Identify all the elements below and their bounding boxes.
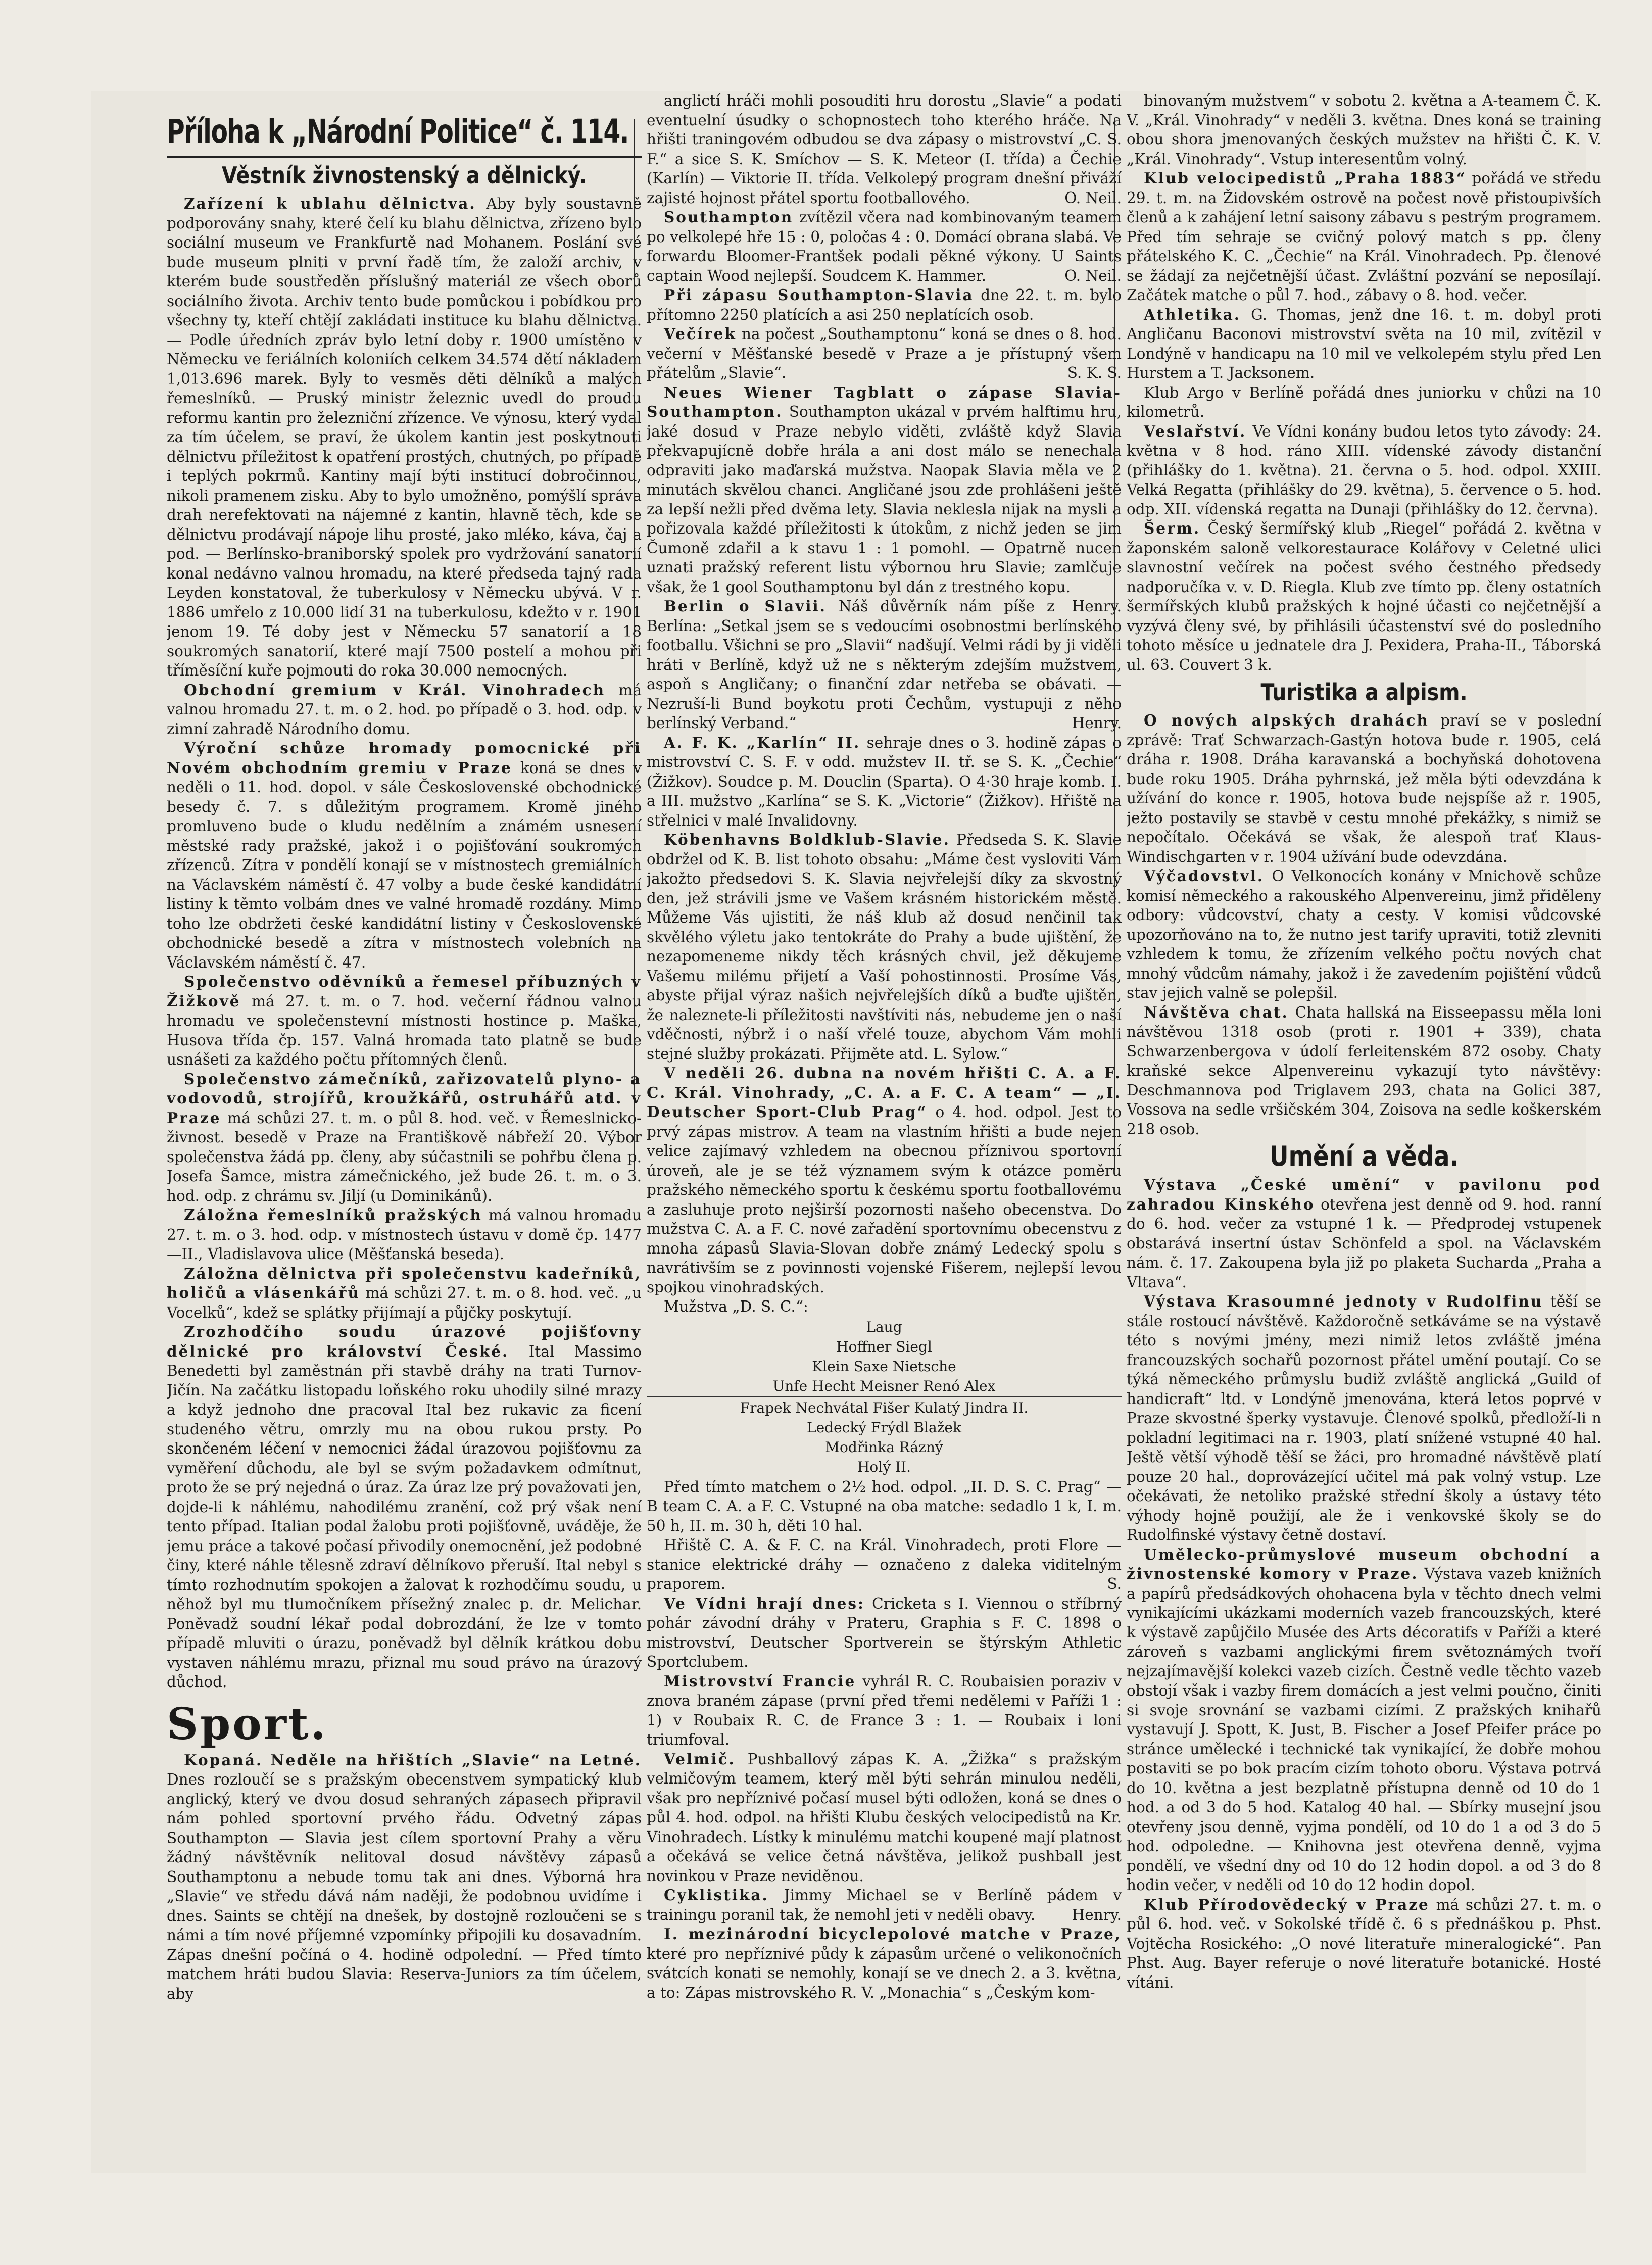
article-paragraph [1127, 1003, 1601, 1139]
article-text: Chata hallská na Eisseepassu měla loni návštěvou 1318 osob (proti r. 1901 + 339), chata Schwarzenbergova v údolí ferleitenském 872 osoby. Chaty kraňské sekce Alpenvereinu vykazují tyto návštěvy: Deschmannova pod Triglavem 293, chata na Golici 387, Vossova na sedle vršičském 304, Zoisova na sedle koškerském 218 osob. [1127, 1003, 1601, 1138]
article-text: pořádá ve středu 29. t. m. na Židovském ostrově na počest nově přistoupivších členů a k zahájení letní saisony zábavu s pestrým programem. Před tím sehraje se cvičný polový match s pp. členy přátelského K. C. „Čechie“ na Král. Vinohradech. Pp. členové se žádají za nejčetnější účast. Zvláštní pozvání se neposílají. Začátek matche o půl 7. hod., zábavy o 8. hod. večer. [1127, 170, 1601, 304]
article-text: Hřiště C. A. & F. C. na Král. Vinohradech, proti Flore — stanice elektrické dráhy — označeno z daleka viditelným praporem. [647, 1536, 1122, 1593]
article-paragraph [647, 1535, 1122, 1594]
article-lead: Neues Wiener Tagblatt o zápase Slavia-Southampton. [647, 383, 1122, 420]
article-text: G. Thomas, jenž dne 16. t. m. dobyl proti Angličanu Baconovi mistrovství světa na 10 mil, zvítězil v Londýně v handicapu na 10 mil ve velkolepém stylu před Len Hurstem a T. Jacksonem. [1127, 306, 1601, 381]
article-lead: Mistrovství Francie [664, 1672, 856, 1690]
article-paragraph [647, 1672, 1122, 1750]
article-text: Southampton ukázal v prvém halftimu hru, jaké dosud v Praze nebylo viděti, zvláště když Slavia překvapujícně dobře hrála a ani dost málo se nenechala odpraviti jako maďarská mužstva. Naopak Slavia měla ve 2 minutách skvělou chanci. Angličané jsou zde prohlášeni ještě za lepší nežli před dvěma lety. Slavia neklesla nijak na mysli a pořizovala každé příležitosti k útokům, z nichž jeden se jim Čumoně zdařil a k stavu 1 : 1 pomohl. — Opatrně nucen uznati pražský referent listu výbornou hru Slavie; zamlčuje však, že 1 gool Southamptonu byl dán z trestného kopu. [647, 403, 1122, 596]
article-text: Aby byly soustavně podporovány snahy, které čelí ku blahu dělnictva, zřízeno bylo sociální museum ve Frankfurtě nad Mohanem. Poslání své bude museum plniti v první řadě tím, že založí archiv, v kterém bude soustředěn příslušný materiál ze všech oborů sociálního života. Archiv tento bude pomůckou i pobídkou pro všechny ty, kteří chtějí zakládati instituce ku blahu dělnictva. — Podle úředních zpráv bylo letní doby r. 1900 umístěno v Německu ve feriálních koloniích celkem 34.574 dětí nákladem 1,013.696 marek. Byly to vesměs děti dělníků a malých řemeslníků. — Pruský ministr železnic uvedl do proudu reformu kantin pro železniční zřízence. Ve výnosu, který vydal za tím účelem, se praví, že úkolem kantin jest poskytnouti dělnictvu příležitost k opatření prostých, chutných, po případě i teplých pokrmů. Kantiny mají býti institucí dobročinnou, nikoli pramenem zisku. Aby to bylo umožněno, pomýšlí správa drah nerefektovati na nájemné z kantin, hlavně těch, kde se dělnictvu prodávají nápoje lihu prosté, jako mléko, káva, čaj a pod. — Berlínsko-braniborský spolek pro vydržování sanatorií konal nedávno valnou hromadu, na které předseda tajný rada Leyden konstatoval, že tuberkulosy v Německu ubývá. V r. 1886 umřelo z 10.000 lidí 31 na tuberkulosu, kdežto v r. 1901 jenom 19. Té doby jest v Německu 57 sanatorií a 18 soukromých sanatorií, které mají 7500 postelí a mohou při tříměsíční kuře pojmouti do roka 30.000 nemocných. [167, 195, 642, 679]
article-paragraph [1127, 711, 1601, 866]
article-text: otevřena jest denně od 9. hod. ranní do 6. hod. večer za vstupné 1 k. — Předprodej vstupenek obstarává insertní ústav Schönfeld a spol. na Václavském nám. č. 17. Zakoupena byla již po plaketa Sucharda „Praha a Vltava“. [1127, 1195, 1601, 1291]
section-heading-turistika: Turistika a alpism. [1260, 679, 1468, 706]
newspaper-sheet [91, 91, 1601, 2173]
article-text: Cricketa s I. Viennou o stříbrný pohár závodní dráhy v Prateru, Graphia s F. C. 1898 o mistrovství, Deutscher Sportverein se štýrským Athletic Sportclubem. [647, 1595, 1122, 1670]
article-text: Dnes rozloučí se s pražským obecenstvem sympatický klub anglický, který ve dvou dosud sehraných zápasech připravil nám pohled sportovní prvého řádu. Odvetný zápas Southampton — Slavia jest cílem sportovní Prahy a věru žádný návštěvník nelitoval dosud návštěvy zápasů Southamptonu a nebude tomu tak ani dnes. Výborná hra „Slavie“ ve středu dává nám naději, že podobnou uvidíme i dnes. Saints se chtějí na dnešek, by dostojně rozloučeni se s námi a tím nové příjemné vzpomínky připojili ku dosavadním. Zápas dnešní počíná o 4. hodině odpolední. — Před tímto matchem hráti budou Slavia: Reserva-Juniors za tím účelem, aby [167, 1771, 642, 2002]
column-3-articles [1127, 91, 1601, 674]
article-text: Náš důvěrník nám píše z Berlína: „Setkal jsem se s vedoucími osobnostmi berlínského footballu. Všichni se pro „Slavii“ nadšují. Velmi rádi by ji viděli hráti v Berlíně, když už ne s některým zdejším mužstvem, aspoň s Angličany; o finanční zdar netřeba se obávati. — Nezruší-li Bund boykotu proti Čechům, vystupuji z něho berlínský Verband.“ [647, 598, 1122, 732]
article-paragraph [647, 1886, 1122, 1924]
article-lead: Veslařství. [1144, 422, 1247, 440]
article-lead: Southampton [664, 208, 794, 226]
section-heading-vestnik: Věstník živnostenský a dělnický. [222, 162, 587, 189]
article-lead: Výstava „České umění“ v pavilonu pod zahradou Kinského [1127, 1176, 1601, 1213]
article-signature: Henry. [1072, 714, 1122, 732]
article-paragraph [167, 1322, 642, 1692]
article-paragraph [647, 1477, 1122, 1536]
article-lead: I. mezinárodní bicyclepolové matche v Praze, [664, 1925, 1122, 1943]
article-paragraph [647, 208, 1122, 285]
article-paragraph [167, 1264, 642, 1323]
article-text: má schůzi 27. t. m. o půl 8. hod. več. v Řemeslnicko-živnost. besedě v Praze na Františkově nábřeží 20. Výbor společenstva žádá pp. členy, aby súčastnili se pohřbu člena p. Josefa Šamce, mistra zámečnického, jež bude 26. t. m. o 3. hod. odp. z chrámu sv. Jiljí (u Dominikánů). [167, 1109, 642, 1204]
column-1 [167, 91, 642, 2173]
article-lead: Köbenhavns Boldklub-Slavie. [664, 831, 950, 848]
lineup-row: Unfe Hecht Meisner Renó Alex [772, 1377, 996, 1394]
article-signature: S. [1107, 1575, 1122, 1593]
article-text: Klub Argo v Berlíně pořádá dnes juniorku v chůzi na 10 kilometrů. [1127, 383, 1601, 420]
article-lead: Výčadovstvl. [1144, 867, 1265, 885]
article-paragraph [647, 91, 1122, 208]
article-paragraph [1127, 422, 1601, 519]
article-lead: Šerm. [1144, 519, 1201, 537]
article-text: má 27. t. m. o 7. hod. večerní řádnou valnou hromadu ve společenstevní místnosti hostince p. Maška, Husova třída čp. 157. Valná hromada tato platně se bude usnášeti za každého počtu přítomných členů. [167, 992, 642, 1068]
article-paragraph [647, 597, 1122, 733]
article-text: má valnou hromadu 27. t. m. o 2. hod. po případě o 3. hod. odp. v zimní zahradě Národního domu. [167, 681, 642, 738]
article-text: dne 22. t. m. bylo přítomno 2250 platících a asi 250 neplatících osob. [647, 286, 1122, 323]
article-lead: Ve Vídni hrají dnes: [664, 1594, 865, 1612]
article-text: koná se dnes v neděli o 11. hod. dopol. v sále Československé obchodnické besedy č. 7. s důležitým programem. Kromě jiného promluveno bude o kludu nedělním a známém usnesení městské rady pražské, jakož i o pojišťování soukromých zřízenců. Zítra v pondělí konají se v místnostech gremiálních na Václavském náměstí č. 47 volby a bude české kandidátní listiny k těmto volbám dnes ve valné hromadě rozdány. Mimo toho lze obdržeti české kandidátní listiny v Československé obchodnické besedě a zítra v místnostech volebních na Václavském náměstí č. 47. [167, 759, 642, 971]
umeni-articles [1127, 1175, 1601, 1992]
article-paragraph [647, 1064, 1122, 1297]
article-paragraph [647, 1594, 1122, 1672]
article-paragraph [647, 830, 1122, 1064]
article-lead: A. F. K. „Karlín“ II. [664, 733, 861, 751]
article-text: binovaným mužstvem“ v sobotu 2. května a A-teamem Č. K. V. „Král. Vinohrady“ v neděli 3. května. Dnes koná se training obou shora jmenovaných českých mužstev na hřišti Č. K. V. „Král. Vinohrady“. Vstup interesentům volný. [1127, 92, 1601, 168]
article-signature: Henry. [1072, 1906, 1122, 1923]
article-text: Jimmy Michael se v Berlíně pádem v trainingu poranil tak, že nemohl jeti v neděli obavy. [647, 1887, 1122, 1923]
section-heading-sport: Sport. [167, 1698, 328, 1750]
article-lead: Návštěva chat. [1144, 1003, 1289, 1021]
article-text: Ital Massimo Benedetti byl zaměstnán při stavbě dráhy na trati Turnov-Jičín. Na začátku listopadu loňského roku uhodily silné mrazy a když jednoho dne pracoval Ital bez rukavic za ficení studeného větru, omrzly mu na obou rukou prsty. Po skončeném léčení v nemocnici žádal úrazovou pojišťovnu za vyměření důchodu, ale byl se svým požadavkem odmítnut, proto že se prý nejedná o úraz. Za úraz lze prý považovati jen, dojde-li k náhlému, nahodilému zranění, což prý však není tento případ. Italian podal žalobu proti pojišťovně, uváděje, že jemu práce a takové počasí přivodily onemocnění, jež podobné činy, které náhle tělesně zdraví dělníkovo přeruší. Ital nebyl s tímto rozhodnutím spokojen a žalovat k rozhodčímu soudu, u něhož byl mu tlumočníkem přísežný znalec p. dr. Melichar. Poněvadž soudní lékař podal dobrozdání, že lze v tomto případě mluviti o úrazu, poněvadž byl dělník krátkou dobu vystaven náhlému mrazu, přiznal mu soud právo na úrazový důchod. [167, 1342, 642, 1691]
article-paragraph [647, 1750, 1122, 1886]
article-text: Pushballový zápas K. A. „Žižka“ s pražským velmičovým teamem, který měl býti sehrán minulou neděli, však pro nepříznivé počasí musel býti odložen, koná se dnes o půl 4. hod. odpol. na hřišti Klubu českých velocipedistů na Kr. Vinohradech. Lístky k minulému matchi koupené mají platnost a očekává se velice četná návštěva, jelikož pushball jest novinkou v Praze neviděnou. [647, 1750, 1122, 1885]
column-2-articles [647, 91, 1122, 1317]
article-text: vyhrál R. C. Roubaisien poraziv v znova braném zápase (první před třemi nedělemi v Paříži 1 : 1) v Roubaix R. C. de France 3 : 1. — Roubaix i loni triumfoval. [647, 1672, 1122, 1748]
article-text: Mužstva „D. S. C.“: [664, 1298, 808, 1315]
article-paragraph [647, 1297, 1122, 1317]
article-signature: O. Neil. [1064, 267, 1122, 284]
column-1-articles [167, 194, 642, 2003]
article-lead: Kopaná. Neděle na hřištích „Slavie“ na Letné. [184, 1751, 642, 1769]
article-lead: O nových alpských drahách [1144, 711, 1429, 729]
article-lead: Umělecko-průmyslové museum obchodní a živnostenské komory v Praze. [1127, 1545, 1601, 1582]
turistika-articles [1127, 711, 1601, 1139]
article-text: zvítězil včera nad kombinovaným teamem po velkolepé hře 15 : 0, poločas 4 : 0. Domácí obrana slabá. Ve forwardu Bloomer-Frantšek podali pěkné výkony. U Saints captain Wood nejlepší. Soudcem K. Hammer. [647, 209, 1122, 284]
article-lead: Zrozhodčího soudu úrazové pojišťovny dělnické pro království České. [167, 1323, 642, 1360]
article-text: anglictí hráči mohli posouditi hru dorostu „Slavie“ a podati eventuelní úsudky o schopnostech toho kterého hráče. Na hřišti traningovém odbudou se dva zápasy o mistrovství „C. S. F.“ a sice S. K. Smíchov — S. K. Meteor (I. třída) a Čechie (Karlín) — Viktorie II. třída. Velkolepý program dnešní přiváží zajisté hojnost přátel sportu footballového. [647, 92, 1122, 207]
article-paragraph [1127, 519, 1601, 674]
article-paragraph [647, 324, 1122, 383]
article-paragraph [1127, 169, 1601, 305]
article-paragraph [167, 1070, 642, 1206]
article-paragraph [1127, 1895, 1601, 1993]
column-2-articles-continued [647, 1477, 1122, 2003]
article-text: praví se v poslední zprávě: Trať Schwarzach-Gastýn hotova bude r. 1905, celá dráha r. 1908. Dráha karavanská a bochyňská dohotovena bude roku 1905. Dráha pyhrnská, jež měla býti odevzdána k užívání do konce r. 1905, hotova bude nejspíše až r. 1905, ježto postavily se stavbě v cestu mnohé překážky, s nimiž se nepočítalo. Očekává se však, že alespoň trať Klaus-Windischgarten v r. 1904 užívání bude odevzdána. [1127, 712, 1601, 865]
article-lead: Záložna dělnictva při společenstvu kadeřníků, holičů a vlásenkářů [167, 1264, 642, 1302]
article-paragraph [1127, 1292, 1601, 1545]
article-text: Výstava vazeb knižních a papírů předsádkových ohohacena byla v těchto dnech velmi vynikajícími ukázkami moderních vazeb francouzských, které k výstavě zapůjčilo Musée des Arts décoratifs v Paříži a které zároveň s vazbami anglickými firem světoznámých tvoří nejzajímavější kolekci vazeb cizích. Čestně vedle těchto vazeb obstojí však i vazby firem domácích a jest velmi poučno, činiti si svoje srovnání se vazbami cizími. Z pražských knihařů vystavují J. Spott, K. Just, B. Fischer a Josef Pfeifer práce po stránce umělecké i technické tak vynikající, že dobře mohou postaviti se po bok pracím cizím tohoto oboru. Výstava potrvá do 10. května a jest bezplatně přístupna denně od 10 do 1 hod. a od 3 do 5 hod. Katalog 40 hal. — Sbírky musejní jsou otevřeny jsou denně, vyjma pondělí, od 10 do 1 a od 3 do 5 hod. odpoledne. — Knihovna jest otevřena denně, vyjma pondělí, ve všední dny od 10 do 12 hodin dopol. a od 3 do 8 hodin večer, v neděli od 10 do 12 hodin dopol. [1127, 1565, 1601, 1894]
lineup-row: Laug [866, 1318, 902, 1335]
article-lead: Obchodní gremium v Král. Vinohradech [184, 681, 606, 699]
article-text: těší se stále rostoucí návštěvě. Každoročně setkáváme se na výstavě této s novými jmény, mezi nimiž letos zvláště jména francouzských sochařů pozornost přátel umění poutají. Co se týká německého průmyslu budiž zvláště anglická „Guild of handicraft“ ltd. v Londýně jmenována, která letos poprvé v Praze skvostné šperky vystavuje. Členové spolků, předloží-li n pokladní legitimaci na r. 1903, platí snížené vstupné 40 hal. Ještě větší výhodě těší se žáci, pro hromadné návštěvě platí pouze 20 hal., doprovázející učitel má pak volný vstup. Lze očekávati, že netoliko pražské střední školy a ústavy této výhody hojně použijí, ale že i venkovské školy se do Rudolfinské výstavy četně dostaví. [1127, 1293, 1601, 1544]
article-lead: Cyklistika. [664, 1886, 769, 1904]
article-paragraph [1127, 91, 1601, 169]
lineup-row: Modřinka Rázný [825, 1438, 943, 1456]
lineup-row: Klein Saxe Nietsche [812, 1358, 956, 1375]
article-paragraph [167, 681, 642, 739]
article-text: o 4. hod. odpol. Jest to prvý zápas mistrov. A team na vlastním hřišti a bude nejen velice zajímavý vzhledem na obecnou příznivou sportovní úroveň, ale je se též významem svým k otázce poměru pražského německého sportu k českému sportu footballovému a zasluhuje proto nejširší pozornosti našeho obecenstva. Do mužstva C. A. a F. C. nové zařadění sportovnímu obecenstvu z mnoha zápasů Slavia-Slovan dobře známý Ledecký spolu s navrátivším se z povinnosti vojenské Fišerem, nejlepší levou spojkou vinohradských. [647, 1103, 1122, 1296]
article-paragraph [167, 1751, 642, 2004]
article-lead: Berlin o Slavii. [664, 597, 827, 615]
section-heading-umeni: Umění a věda. [1269, 1140, 1459, 1172]
article-paragraph [1127, 305, 1601, 383]
article-lead: Výroční schůze hromady pomocnické při Novém obchodním gremiu v Praze [167, 739, 642, 777]
column-2 [647, 91, 1122, 2173]
article-signature: S. K. S. [1067, 364, 1122, 381]
article-paragraph [1127, 1175, 1601, 1292]
lineup-row: Frapek Nechvátal Fišer Kulatý Jindra II. [647, 1396, 1122, 1417]
article-lead: Výstava Krasoumné jednoty v Rudolfinu [1144, 1292, 1543, 1310]
title-rule [167, 156, 642, 158]
article-lead: Večírek [664, 325, 737, 343]
article-lead: Záložna řemeslníků pražských [184, 1206, 482, 1224]
column-3 [1127, 91, 1601, 2173]
article-paragraph [167, 972, 642, 1070]
article-text: které pro nepříznivé půdy k zápasům určené o velikonočních svátcích konati se nemohly, konají se ve dnech 2. a 3. května, a to: Zápas mistrovského R. V. „Monachia“ s „Českým kom- [647, 1945, 1122, 2001]
article-text: má schůzi 27. t. m. o půl 6. hod. več. v Sokolské třídě č. 6 s přednáškou p. Phst. Vojtěcha Rosického: „O nové literatuře mineralogické“. Pan Phst. Aug. Bayer referuje o nové literatuře botanické. Hosté vítáni. [1127, 1896, 1601, 1991]
article-text: sehraje dnes o 3. hodině zápas o mistrovství C. S. F. v odd. mužstev II. tř. se S. K. „Čechie“ (Žižkov). Soudce p. M. Douclin (Sparta). O 4·30 hraje komb. I. a III. mužstvo „Karlína“ se S. K. „Victorie“ (Žižkov). Hřiště na střelnici v malé Invalidovny. [647, 734, 1122, 829]
article-lead: Velmič. [664, 1750, 736, 1768]
article-text: na počest „Southamptonu“ koná se dnes o 8. hod. večerní v Měšťanské besedě v Praze a je přístupný všem přátelům „Slavie“. [647, 325, 1122, 381]
article-paragraph [167, 739, 642, 972]
lineup-row: Hoffner Siegl [836, 1338, 932, 1355]
article-paragraph [647, 733, 1122, 831]
article-signature: O. Neil. [1064, 189, 1122, 207]
article-lead: Klub Přírodovědecký v Praze [1144, 1895, 1430, 1913]
article-text: má schůzi 27. t. m. o 8. hod. več. „u Vocelků“, kdež se splátky přijímají a půjčky poskytují. [167, 1284, 642, 1321]
article-text: Ve Vídni konány budou letos tyto závody: 24. května v 8 hod. ráno XIII. vídenské závody distanční (přihlášky do 1. května). 21. června o 5. hod. odpol. XXIII. Velká Regatta (přihlášky do 29. května), 5. července o 5. hod. odp. XII. vídenská regatta na Dunaji (přihlášky do 12. června). [1127, 422, 1601, 518]
article-signature: Henry. [1072, 598, 1122, 615]
article-lead: Společenstvo zámečníků, zařizovatelů plyno- a vodovodů, strojířů, kroužkářů, ostruhářů atd. v Praze [167, 1070, 642, 1127]
article-paragraph [1127, 383, 1601, 422]
article-text: Český šermířský klub „Riegel“ pořádá 2. května v žaponském saloně velkorestaurace Kolářovy v Celetné ulici slavnostní večírek na počest svého čestného předsedy nadporučíka v. v. D. Riegla. Klub zve tímto pp. členy ostatních šermířských klubů pražských k hojné účasti co nejčetnější a vyzývá členy své, by přihlásili účastenství své do posledního tohoto měsíce u jednatele dra J. Pexidera, Praha-II., Táborská ul. 63. Couvert 3 k. [1127, 520, 1601, 673]
article-text: má valnou hromadu 27. t. m. o 3. hod. odp. v místnostech ústavu v domě čp. 1477—II., Vladislavova ulice (Měšťanská beseda). [167, 1207, 642, 1263]
lineup-row: Ledecký Frýdl Blažek [807, 1419, 961, 1436]
article-text: O Velkonocích konány v Mnichově schůze komisí německého a rakouského Alpenvereinu, jimž přiděleny odbory: vůdcovství, chaty a cesty. V komisi vůdcovské upozorňováno na to, že nutno jest tarify upraviti, totiž zlevniti vzhledem k tomu, že zřízením velkého počtu nových chat mnohý vůdcům námahy, jakož i že zavedením pojištění vůdců stav jejich valně se polepšil. [1127, 868, 1601, 1001]
supplement-title: Příloha k „Národní Politice“ č. 114. [167, 112, 629, 151]
article-lead: Klub velocipedistů „Praha 1883“ [1144, 169, 1467, 187]
article-lead: Zařízení k ublahu dělnictva. [184, 195, 476, 212]
article-lead: Při zápasu Southampton-Slavia [664, 286, 974, 304]
article-paragraph [1127, 866, 1601, 1003]
article-paragraph [1127, 1545, 1601, 1895]
article-paragraph [167, 1206, 642, 1264]
article-lead: Společenstvo oděvníků a řemesel příbuzných v Žižkově [167, 973, 642, 1010]
article-paragraph [647, 1924, 1122, 2002]
article-paragraph [167, 194, 642, 681]
article-text: Před tímto matchem o 2½ hod. odpol. „II. D. S. C. Prag“ — B team C. A. a F. C. Vstupné na oba matche: sedadlo 1 k, I. m. 50 h, II. m. 30 h, děti 10 hal. [647, 1478, 1122, 1534]
lineup-row: Holý II. [857, 1458, 911, 1475]
team-lineup [647, 1318, 1122, 1476]
article-lead: V neděli 26. dubna na novém hřišti C. A. a F. C. Král. Vinohrady, „C. A. a F. C. A team“ — „I. Deutscher Sport-Club Prag“ [647, 1064, 1122, 1121]
article-lead: Athletika. [1144, 305, 1241, 323]
article-paragraph [647, 285, 1122, 324]
article-text: Předseda S. K. Slavie obdržel od K. B. list tohoto obsahu: „Máme čest vysloviti Vám jakožto předsedovi S. K. Slavia nejvřelejší díky za skvostný den, jež strávili jsme ve Vašem krásném historickém městě. Můžeme Vás ujistiti, že náš klub až dosud nenčinil tak skvělého výletu jako tentokráte do Prahy a bude ujištění, že nezapomeneme nikdy těch krásných chvil, jež děkujeme Vašemu milému přijetí a Vaší pohostinnosti. Prosíme Vás, abyste přijal výraz našich nejvřelejších díků a buďte ujištěn, že naleznete-li příležitosti navštíviti nás, nebudeme jen o naší vděčnosti, nýbrž i o naší vřelé touze, abychom Vám mohli stejné služby prokázati. Přijměte atd. L. Sylow.“ [647, 831, 1122, 1063]
